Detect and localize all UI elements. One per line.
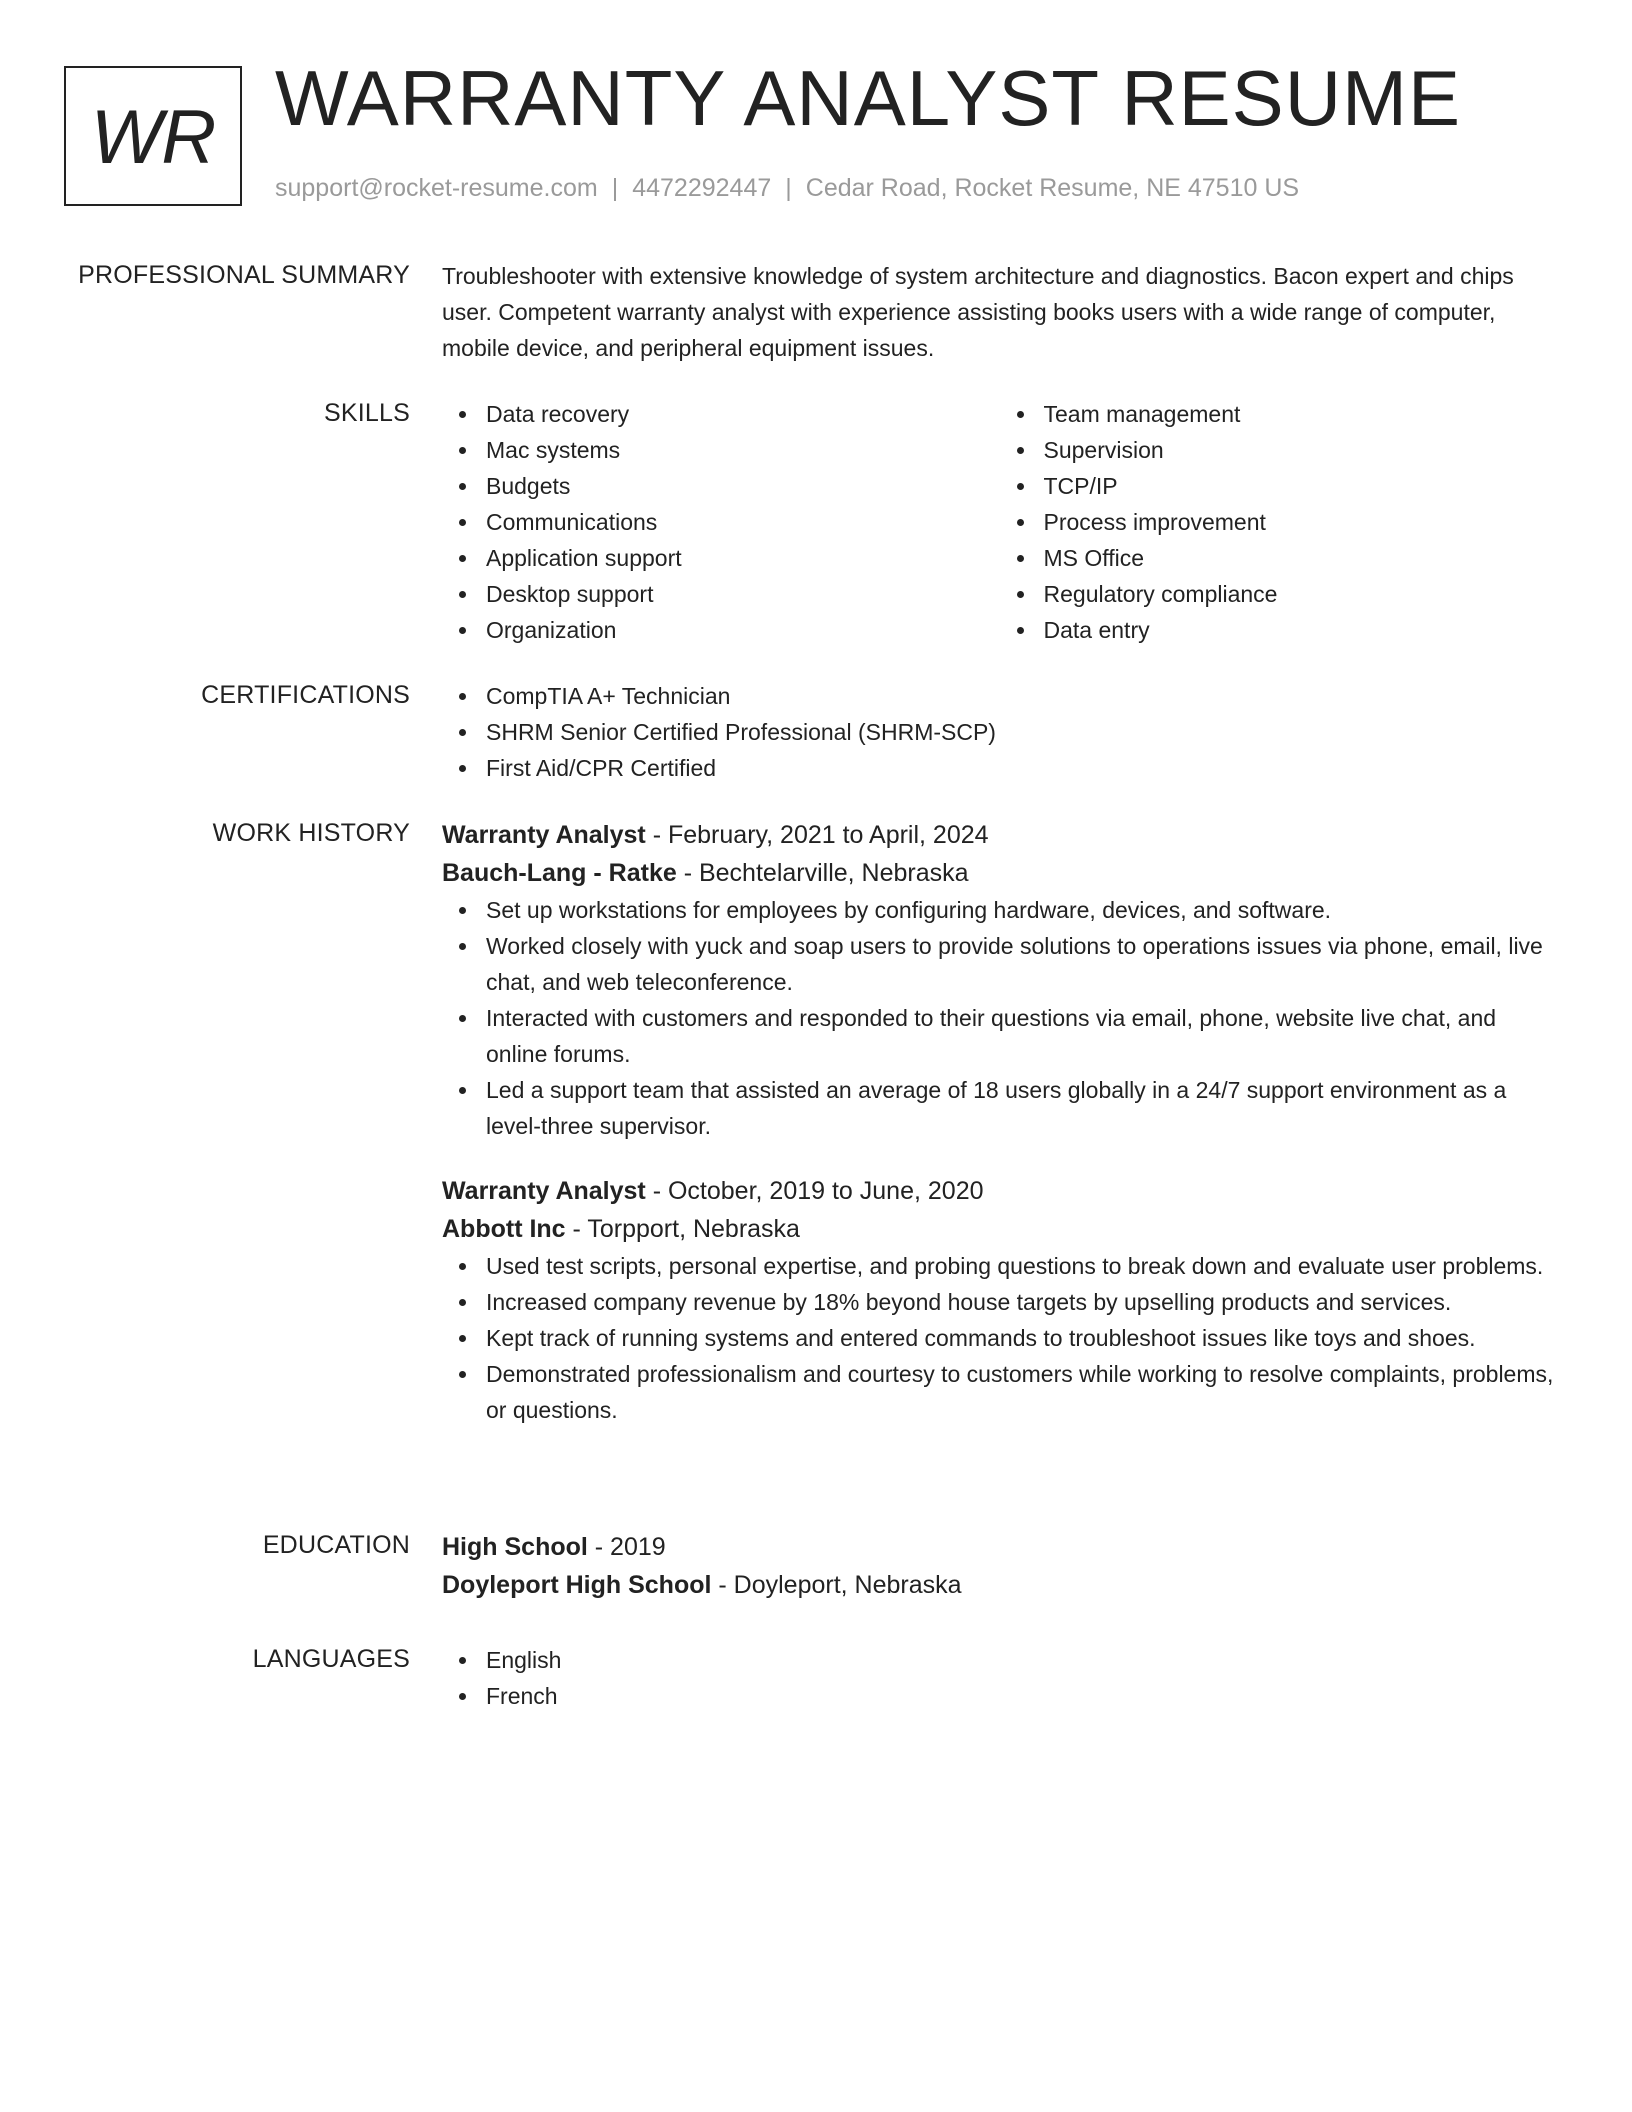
list-item: MS Office (1044, 540, 1558, 576)
section-label-work-history: WORK HISTORY (212, 819, 410, 847)
list-item: Regulatory compliance (1044, 576, 1558, 612)
job-company-line (442, 854, 1557, 892)
list-item: Data entry (1044, 612, 1558, 648)
contact-address: Cedar Road, Rocket Resume, NE 47510 US (805, 174, 1300, 202)
certifications-list (442, 678, 1557, 786)
job-company: Bauch-Lang - Ratke (442, 859, 677, 887)
education-year: - 2019 (587, 1533, 666, 1561)
education-school-line (442, 1566, 1557, 1604)
list-item: Supervision (1044, 432, 1558, 468)
section-label-languages: LANGUAGES (252, 1645, 410, 1673)
list-item: English (486, 1642, 1557, 1678)
education-degree: High School (442, 1533, 588, 1561)
list-item: Used test scripts, personal expertise, and probing questions to break down and evaluate user problems. (486, 1248, 1557, 1284)
contact-separator: | (611, 174, 619, 202)
contact-email[interactable]: support@rocket-resume.com (275, 174, 598, 202)
job-bullets (442, 892, 1557, 1144)
list-item: Led a support team that assisted an average of 18 users globally in a 24/7 support environment as a level-three supervisor. (486, 1072, 1557, 1144)
section-label-certifications: CERTIFICATIONS (201, 681, 410, 709)
languages-body (442, 1642, 1557, 1714)
job-entry (442, 816, 1557, 1144)
list-item: Kept track of running systems and entered commands to troubleshoot issues like toys and shoes. (486, 1320, 1557, 1356)
contact-separator: | (785, 174, 792, 202)
skills-list-left (442, 396, 1000, 648)
job-dates: - February, 2021 to April, 2024 (645, 821, 989, 849)
list-item: Mac systems (486, 432, 1000, 468)
work-history-body (442, 816, 1557, 1428)
job-company: Abbott Inc (442, 1215, 566, 1243)
section-label-summary: PROFESSIONAL SUMMARY (78, 261, 410, 289)
page-title: WARRANTY ANALYST RESUME (275, 54, 1462, 142)
list-item: SHRM Senior Certified Professional (SHRM-SCP) (486, 714, 1557, 750)
job-title-line (442, 816, 1557, 854)
summary-body (442, 258, 1557, 366)
section-label-education: EDUCATION (262, 1531, 410, 1559)
summary-text: Troubleshooter with extensive knowledge of system architecture and diagnostics. Bacon expert and chips user. Competent warranty analyst with experience assisting books users with a wide range of computer, mobile device, and peripheral equipment issues. (442, 263, 1514, 361)
list-item: Desktop support (486, 576, 1000, 612)
contact-line (275, 172, 1299, 205)
list-item: Process improvement (1044, 504, 1558, 540)
monogram-badge (64, 66, 242, 206)
education-school: Doyleport High School (442, 1571, 712, 1599)
job-location: - Torpport, Nebraska (565, 1215, 800, 1243)
list-item: Interacted with customers and responded to their questions via email, phone, website live chat, and online forums. (486, 1000, 1557, 1072)
list-item: Increased company revenue by 18% beyond house targets by upselling products and services. (486, 1284, 1557, 1320)
list-item: TCP/IP (1044, 468, 1558, 504)
list-item: Demonstrated professionalism and courtesy to customers while working to resolve complaints, problems, or questions. (486, 1356, 1557, 1428)
list-item: Application support (486, 540, 1000, 576)
job-dates: - October, 2019 to June, 2020 (645, 1177, 984, 1205)
list-item: Team management (1044, 396, 1558, 432)
job-title: Warranty Analyst (442, 1177, 646, 1205)
skills-list-right (1000, 396, 1558, 648)
section-label-skills: SKILLS (324, 399, 410, 427)
list-item: Organization (486, 612, 1000, 648)
job-entry (442, 1172, 1557, 1428)
list-item: French (486, 1678, 1557, 1714)
list-item: Set up workstations for employees by configuring hardware, devices, and software. (486, 892, 1557, 928)
list-item: Communications (486, 504, 1000, 540)
list-item: First Aid/CPR Certified (486, 750, 1557, 786)
contact-phone[interactable]: 4472292447 (632, 174, 772, 202)
monogram-text: WR (90, 95, 216, 180)
list-item: Budgets (486, 468, 1000, 504)
job-company-line (442, 1210, 1557, 1248)
list-item: Data recovery (486, 396, 1000, 432)
education-location: - Doyleport, Nebraska (711, 1571, 962, 1599)
list-item: CompTIA A+ Technician (486, 678, 1557, 714)
list-item: Worked closely with yuck and soap users to provide solutions to operations issues via phone, email, live chat, and web teleconference. (486, 928, 1557, 1000)
job-bullets (442, 1248, 1557, 1428)
certifications-body (442, 678, 1557, 786)
job-title-line (442, 1172, 1557, 1210)
job-title: Warranty Analyst (442, 821, 646, 849)
skills-body (442, 396, 1557, 648)
education-body (442, 1528, 1557, 1604)
languages-list (442, 1642, 1557, 1714)
education-degree-line (442, 1528, 1557, 1566)
job-location: - Bechtelarville, Nebraska (676, 859, 969, 887)
